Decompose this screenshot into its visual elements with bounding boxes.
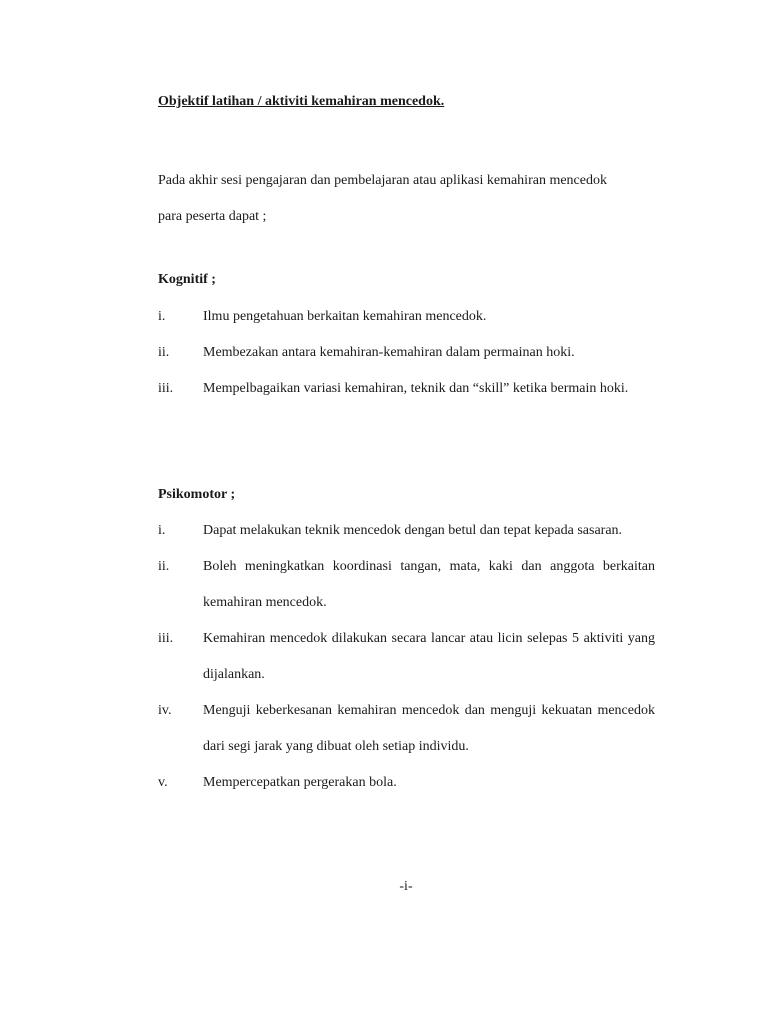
list-item-text: Mempercepatkan pergerakan bola. [203, 775, 397, 790]
list-item-text: Ilmu pengetahuan berkaitan kemahiran mencedok. [203, 309, 487, 324]
intro-line-2: para peserta dapat ; [158, 209, 267, 224]
list-item-text: Menguji keberkesanan kemahiran mencedok dan menguji kekuatan mencedok dari segi jarak yang dibuat oleh setiap individu. [203, 703, 655, 754]
list-item [158, 513, 655, 549]
kognitif-list [158, 299, 655, 407]
psikomotor-list [158, 513, 655, 801]
list-item-text: Boleh meningkatkan koordinasi tangan, mata, kaki dan anggota berkaitan kemahiran mencedok. [203, 559, 655, 610]
intro-paragraph [158, 163, 658, 235]
intro-line-1: Pada akhir sesi pengajaran dan pembelajaran atau aplikasi kemahiran mencedok [158, 173, 607, 188]
list-item [158, 693, 655, 765]
section-heading-psikomotor: Psikomotor ; [158, 487, 236, 502]
list-item [158, 621, 655, 693]
list-item-text: Dapat melakukan teknik mencedok dengan betul dan tepat kepada sasaran. [203, 523, 623, 538]
section-heading-kognitif: Kognitif ; [158, 272, 216, 287]
list-item-number: iii. [158, 381, 174, 396]
list-item [158, 299, 655, 335]
list-item-number: i. [158, 523, 166, 538]
list-item-text: Mempelbagaikan variasi kemahiran, teknik dan “skill” ketika bermain hoki. [203, 381, 629, 396]
list-item [158, 371, 655, 407]
list-item-number: i. [158, 309, 166, 324]
list-item [158, 335, 655, 371]
list-item-number: iv. [158, 703, 172, 718]
list-item-number: iii. [158, 631, 174, 646]
document-title: Objektif latihan / aktiviti kemahiran mencedok. [158, 94, 445, 109]
list-item-text: Kemahiran mencedok dilakukan secara lancar atau licin selepas 5 aktiviti yang dijalankan. [203, 631, 655, 682]
list-item-number: v. [158, 775, 168, 790]
list-item-number: ii. [158, 345, 170, 360]
list-item-number: ii. [158, 559, 170, 574]
list-item [158, 549, 655, 621]
list-item-text: Membezakan antara kemahiran-kemahiran dalam permainan hoki. [203, 345, 575, 360]
page-number: -i- [399, 879, 413, 894]
list-item [158, 765, 655, 801]
